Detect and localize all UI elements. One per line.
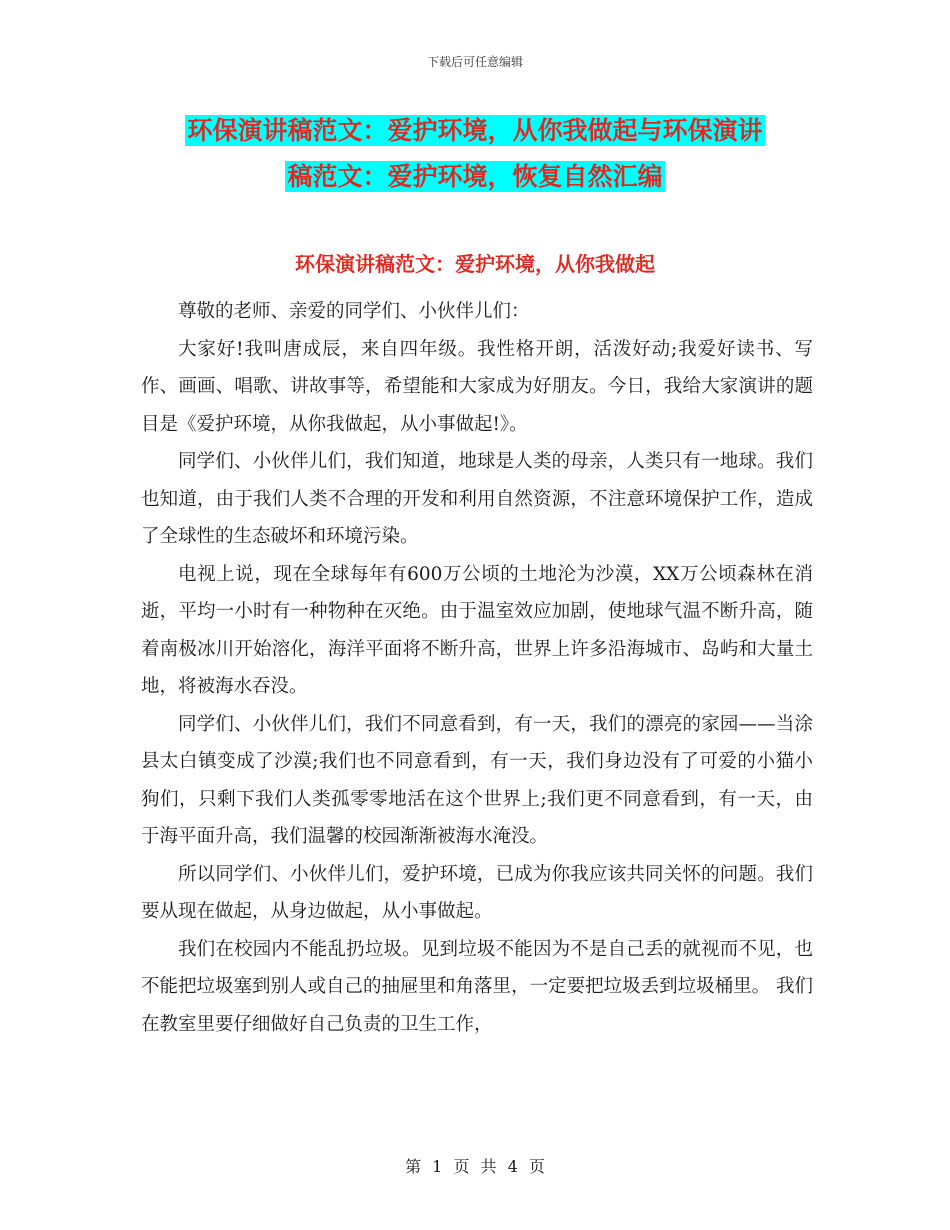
- paragraph: 同学们、小伙伴儿们，我们知道，地球是人类的母亲，人类只有一地球。我们也知道，由于我们人类不合理的开发和利用自然资源，不注意环境保护工作，造成了全球性的生态破坏和环境污染。: [141, 451, 813, 547]
- page-footer: 第 1 页 共 4 页: [405, 1157, 545, 1176]
- paragraph: 所以同学们、小伙伴儿们，爱护环境，已成为你我应该共同关怀的问题。我们要从现在做起，从身边做起，从小事做起。: [141, 863, 813, 922]
- paragraph: 大家好!我叫唐成辰，来自四年级。我性格开朗，活泼好动;我爱好读书、写作、画画、唱歌、讲故事等，希望能和大家成为好朋友。今日，我给大家演讲的题目是《爱护环境，从你我做起，从小事做起!》。: [141, 338, 813, 435]
- body-text: [141, 293, 813, 1043]
- paragraph: 电视上说，现在全球每年有600万公顷的土地沦为沙漠，XX万公顷森林在消逝，平均一小时有一种物种在灭绝。由于温室效应加剧，使地球气温不断升高，随着南极冰川开始溶化，海洋平面将不断升高，世界上许多沿海城市、岛屿和大量土地，将被海水吞没。: [141, 563, 813, 697]
- paragraph: 我们在校园内不能乱扔垃圾。见到垃圾不能因为不是自己丢的就视而不见，也不能把垃圾塞到别人或自己的抽屉里和角落里，一定要把垃圾丢到垃圾桶里。 我们在教室里要仔细做好自己负责的卫生工作，: [141, 938, 813, 1035]
- main-title-line-2: 稿范文：爱护环境，恢复自然汇编: [287, 162, 663, 191]
- paragraph: 同学们、小伙伴儿们，我们不同意看到，有一天，我们的漂亮的家园——当涂县太白镇变成了沙漠;我们也不同意看到，有一天，我们身边没有了可爱的小猫小狗们，只剩下我们人类孤零零地活在这个世界上;我们更不同意看到，有一天，由于海平面升高，我们温馨的校园渐渐被海水淹没。: [141, 713, 813, 847]
- section-title: 环保演讲稿范文：爱护环境，从你我做起: [295, 252, 655, 276]
- paragraph-salutation: 尊敬的老师、亲爱的同学们、小伙伴儿们：: [178, 301, 530, 322]
- main-title: [140, 108, 810, 200]
- header-note: 下载后可任意编辑: [426, 55, 523, 69]
- main-title-line-1: 环保演讲稿范文：爱护环境，从你我做起与环保演讲: [187, 116, 763, 145]
